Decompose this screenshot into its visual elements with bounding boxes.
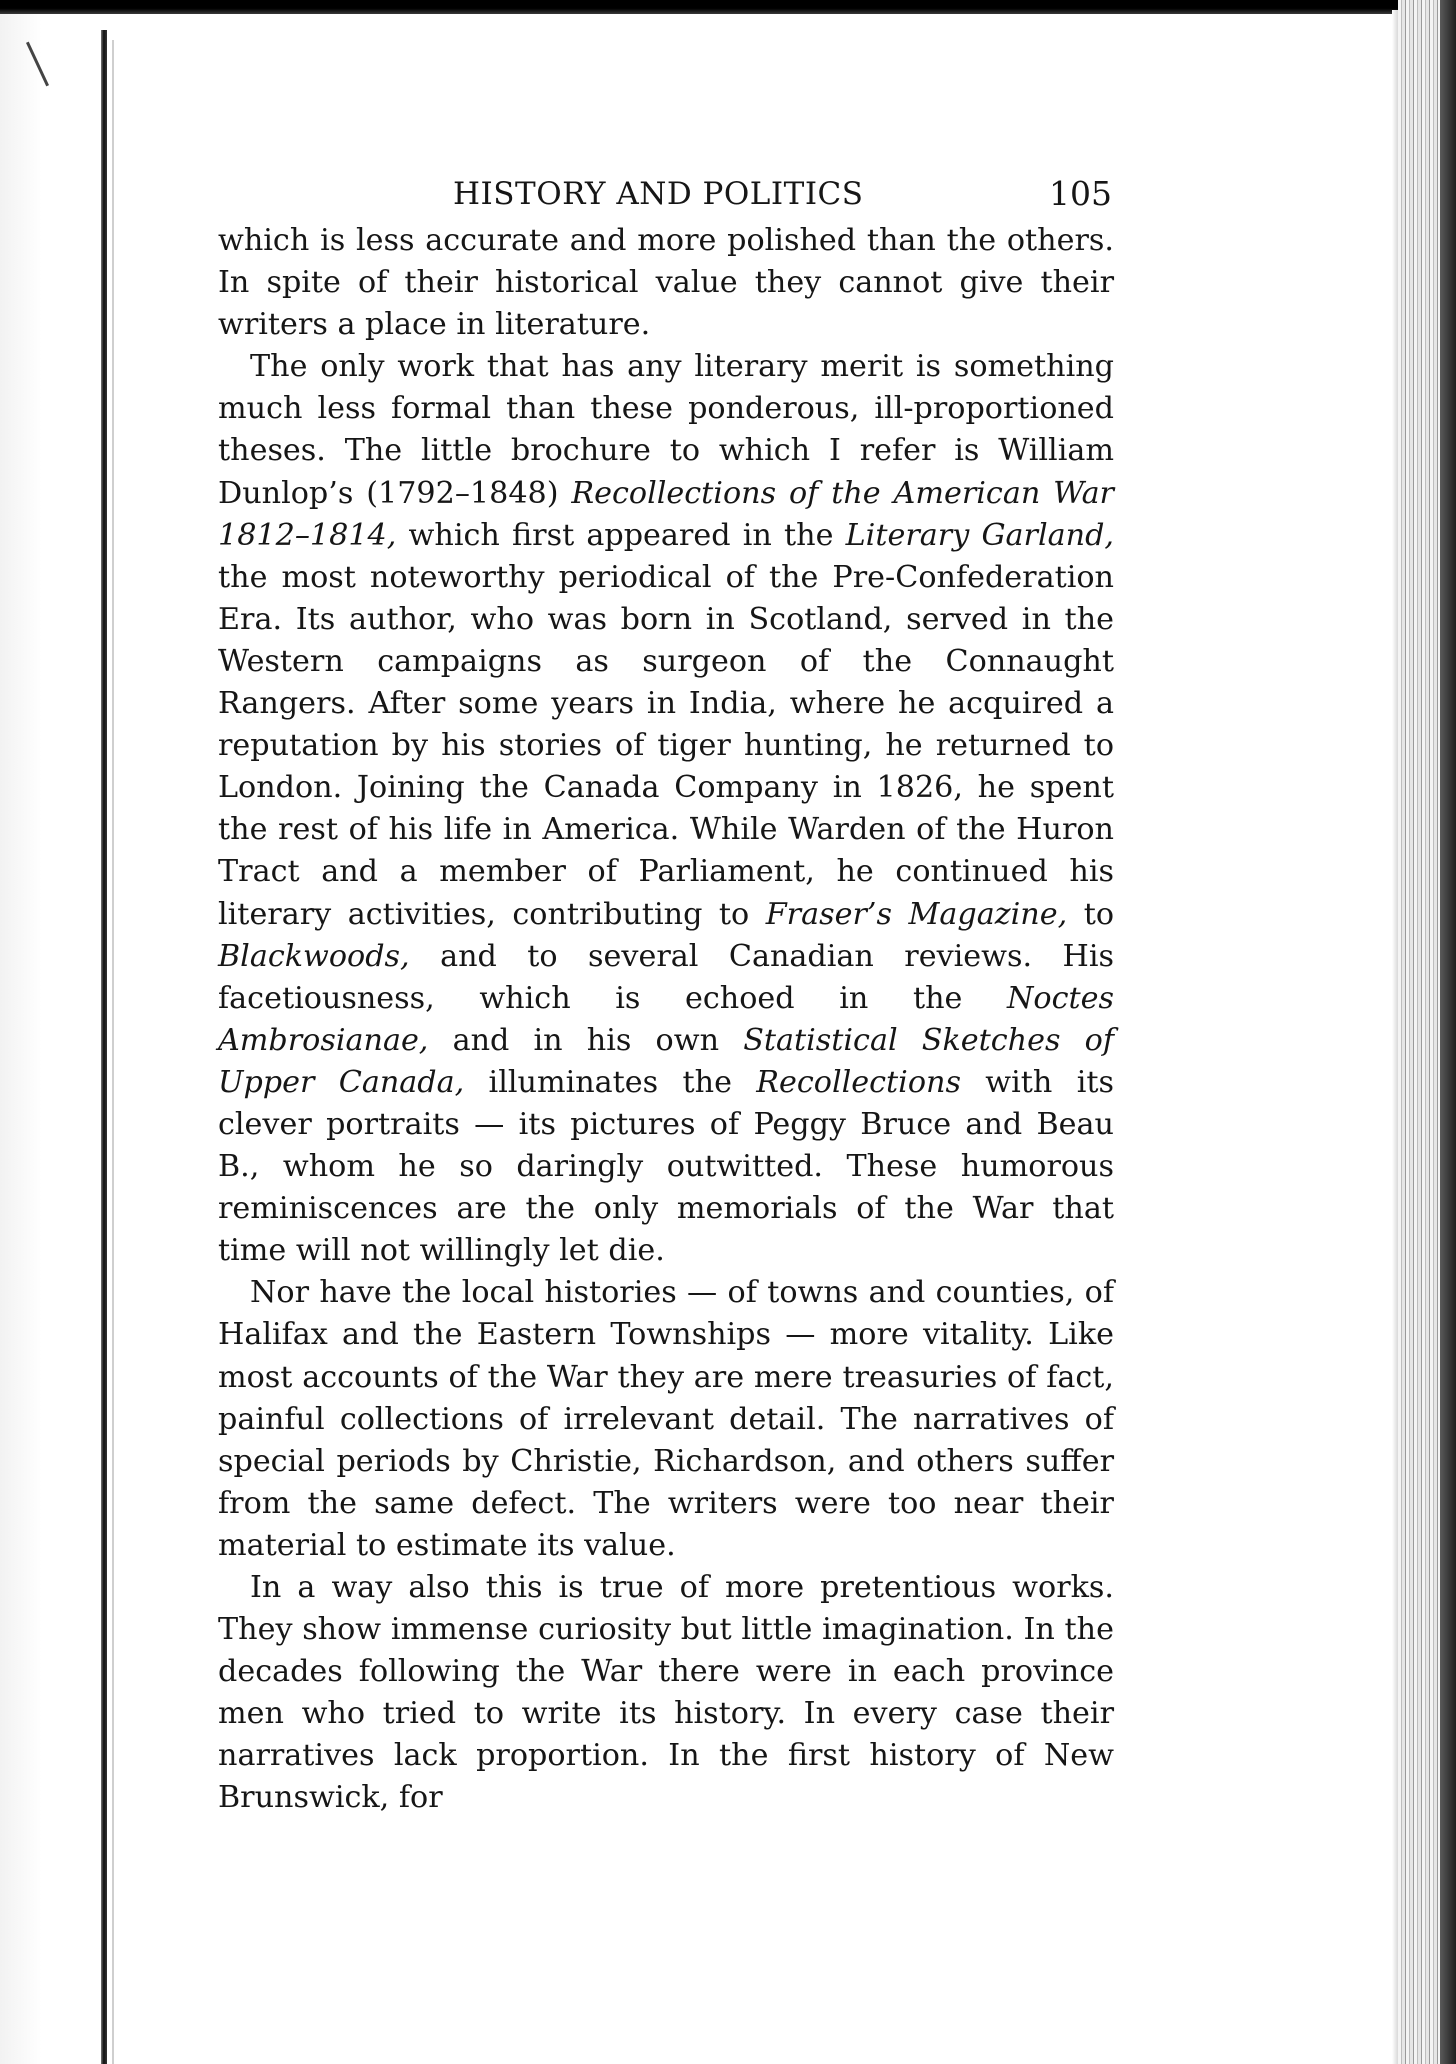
left-page-margin (0, 0, 104, 2064)
gutter-shadow (112, 40, 114, 2064)
text-run: which is less accurate and more polished than the others. In spite of their historical value they cannot give their writers a place in literature. (218, 223, 1114, 343)
italic-title: Recollections of the American War 1812–1814, (218, 475, 1114, 553)
text-run: In a way also this is true of more pretentious works. They show immense curiosity but little imagination. In the decades following the War there were in each province men who tried to write its history. In every case their narratives lack proportion. In the first history of New Brunswick, for (218, 1570, 1114, 1816)
paragraph (218, 346, 1114, 1272)
text-run: The only work that has any literary merit is something much less formal than these ponderous, ill-proportioned theses. The little brochure to which I refer is William Dunlop’s (1792–1848) (218, 349, 1114, 511)
italic-title: Fraser’s Magazine, (765, 896, 1068, 932)
italic-title: Literary Garland, (845, 517, 1114, 553)
paragraph (218, 1272, 1114, 1567)
text-run: which first appeared in the (396, 517, 846, 553)
text-run: and to several Canadian reviews. His facetiousness, which is echoed in the (218, 938, 1114, 1016)
book-page (218, 170, 1114, 1820)
text-run: to (1067, 896, 1114, 932)
text-run: and in his own (428, 1022, 744, 1058)
text-run: the most noteworthy periodical of the Pre-Confederation Era. Its author, who was born in Scotland, served in the Western campaigns as surgeon of the Connaught Rangers. After some years in India, where he acquired a reputation by his stories of tiger hunting, he returned to London. Joining the Canada Company in 1826, he spent the rest of his life in America. While Warden of the Huron Tract and a member of Parliament, he continued his literary activities, contributing to (218, 559, 1114, 932)
book-cover-edge (1440, 0, 1456, 2064)
scan-top-edge (0, 0, 1456, 14)
text-run: illuminates the (464, 1064, 757, 1100)
paragraph (218, 220, 1114, 346)
running-head (218, 170, 1114, 218)
body-text (218, 220, 1114, 1820)
paragraph (218, 1567, 1114, 1820)
running-head-title: HISTORY AND POLITICS (453, 176, 864, 212)
text-run: with its clever portraits — its pictures of Peggy Bruce and Beau B., whom he so daringly outwitted. These humorous reminiscences are the only memorials of the War that time will not willingly let die. (218, 1064, 1114, 1269)
italic-title: Statistical Sketches of Upper Canada, (218, 1022, 1114, 1100)
page-number: 105 (1049, 174, 1112, 213)
italic-title: Noctes Ambrosianae, (218, 980, 1114, 1058)
text-run: Nor have the local histories — of towns and counties, of Halifax and the Eastern Townships — more vitality. Like most accounts of the War they are mere treasuries of fact, painful collections of irrelevant detail. The narratives of special periods by Christie, Richardson, and others suffer from the same defect. The writers were too near their material to estimate its value. (218, 1275, 1114, 1563)
binding-gutter (101, 30, 107, 2064)
italic-title: Blackwoods, (218, 938, 410, 974)
italic-title: Recollections (756, 1064, 961, 1100)
